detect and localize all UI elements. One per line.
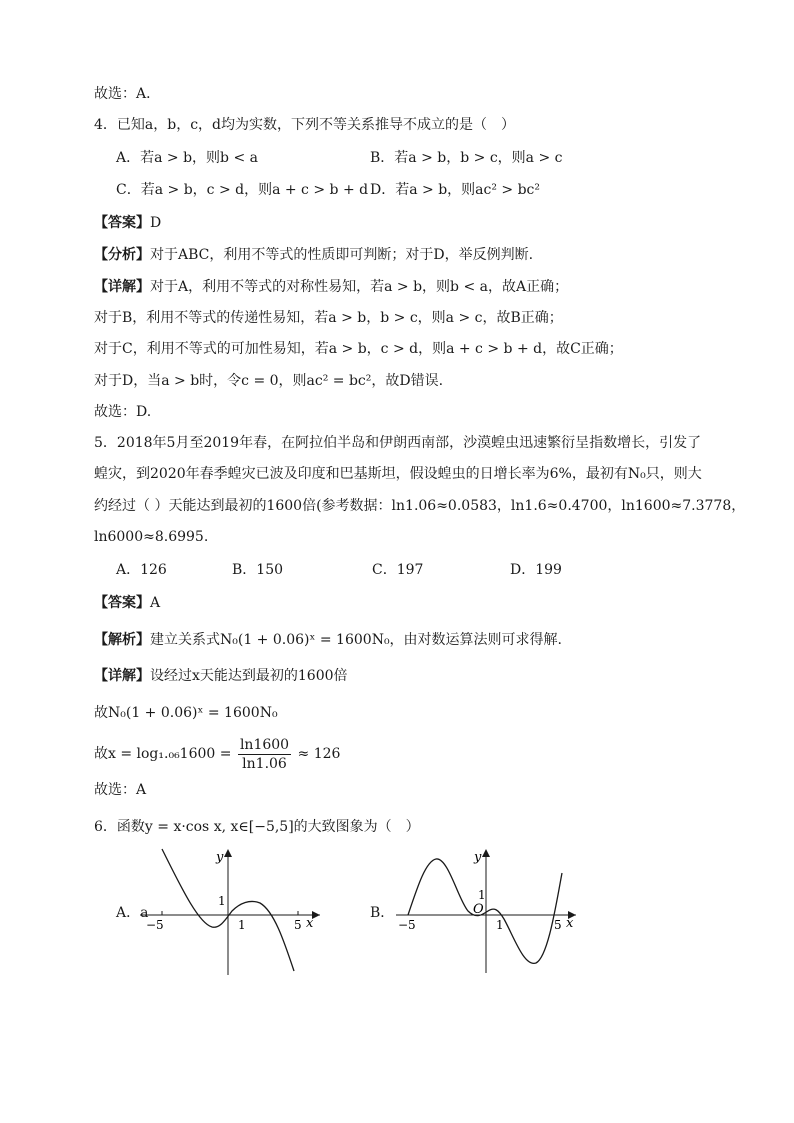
question-4-stem: 4．已知a，b，c，d均为实数，下列不等关系推导不成立的是（ ）: [94, 117, 516, 133]
answer-value: A: [150, 595, 161, 611]
answer-tag: 【答案】: [94, 595, 150, 611]
q5-select: 故选：A: [94, 782, 147, 798]
q4-detail-d: 对于D，当a > b时，令c = 0，则ac² = bc²，故D错误.: [94, 373, 444, 389]
analysis-tag: 【分析】: [94, 247, 150, 263]
q5-equation-1: 故N₀(1 + 0.06)ˣ = 1600N₀: [94, 705, 278, 721]
y-label: y: [474, 850, 482, 865]
tick-one-y: 1: [218, 894, 226, 908]
q5-option-b: B．150: [232, 562, 284, 578]
q4-select: 故选：D.: [94, 404, 152, 420]
tick-pos5: 5: [554, 918, 562, 932]
x-label: x: [566, 916, 574, 931]
eq2-denominator: ln1.06: [242, 755, 287, 772]
answer-value: D: [150, 215, 162, 231]
eq2-suffix: ≈ 126: [297, 746, 341, 762]
q5-option-d: D．199: [510, 562, 562, 578]
q4-detail-b: 对于B，利用不等式的传递性易知，若a > b，b > c，则a > c，故B正确；: [94, 310, 563, 326]
q4-option-b: B．若a > b，b > c，则a > c: [370, 150, 563, 166]
curve-b: [408, 859, 562, 963]
eq2-numerator: ln1600: [239, 736, 290, 753]
x-label: x: [306, 916, 314, 931]
question-6-stem: 6．函数y = x·cos x, x∈[−5,5]的大致图象为（ ）: [94, 819, 420, 835]
graph-a-label: A．a: [116, 905, 149, 921]
y-label: y: [216, 850, 224, 865]
y-axis-arrow: [224, 849, 232, 857]
q5-option-c: C．197: [372, 562, 424, 578]
analysis-text: 对于ABC，利用不等式的性质即可判断；对于D，举反例判断.: [150, 247, 534, 263]
origin-label: O: [473, 902, 484, 917]
eq2-fraction: [238, 736, 291, 773]
prev-answer-select: 故选：A．: [94, 86, 161, 102]
q4-answer: [94, 213, 161, 233]
detail-tag: 【详解】: [94, 668, 150, 684]
q5-answer: [94, 593, 160, 613]
solution-tag: 【解析】: [94, 632, 150, 648]
answer-tag: 【答案】: [94, 215, 150, 231]
q5-equation-2: [94, 734, 340, 774]
detail-tag: 【详解】: [94, 279, 150, 295]
q4-analysis: [94, 245, 533, 265]
graph-b: [396, 845, 586, 975]
question-5-stem-3: 约经过（ ）天能达到最初的1600倍(参考数据：ln1.06≈0.0583，ln1.6≈0.4700，ln1600≈7.3778，: [94, 498, 746, 514]
solution-text: 建立关系式N₀(1 + 0.06)ˣ = 1600N₀，由对数运算法则可求得解.: [150, 632, 563, 648]
q4-option-a: A．若a > b，则b < a: [116, 150, 258, 166]
eq2-prefix: 故x = log₁.₀₆1600 =: [94, 746, 232, 762]
tick-pos5: 5: [294, 918, 302, 932]
tick-one-x: 1: [496, 918, 504, 932]
q5-option-a: A．126: [116, 562, 167, 578]
y-axis-arrow: [482, 849, 490, 857]
tick-neg5: −5: [398, 918, 416, 932]
q4-detail: [94, 277, 568, 297]
question-5-stem-4: ln6000≈8.6995.: [94, 529, 209, 545]
tick-one-y: 1: [478, 888, 486, 902]
tick-neg5: −5: [146, 918, 164, 932]
question-5-stem-1: 5．2018年5月至2019年春，在阿拉伯半岛和伊朗西南部，沙漠蝗虫迅速繁衍呈指数增长，引发了: [94, 435, 702, 451]
q5-solution: [94, 630, 562, 650]
q5-detail: [94, 666, 348, 686]
graph-b-label: B．: [370, 905, 395, 921]
detail-text: 对于A，利用不等式的对称性易知，若a > b，则b < a，故A正确；: [150, 279, 569, 295]
q4-detail-c: 对于C，利用不等式的可加性易知，若a > b，c > d，则a + c > b + d，故C正确；: [94, 341, 623, 357]
tick-one-x: 1: [238, 918, 246, 932]
q4-option-d: D．若a > b，则ac² > bc²: [370, 182, 541, 198]
graph-a: [140, 845, 330, 975]
detail-text: 设经过x天能达到最初的1600倍: [150, 668, 348, 684]
question-5-stem-2: 蝗灾，到2020年春季蝗灾已波及印度和巴基斯坦，假设蝗虫的日增长率为6%，最初有N₀只，则大: [94, 466, 702, 482]
q4-option-c: C．若a > b，c > d，则a + c > b + d: [116, 182, 369, 198]
